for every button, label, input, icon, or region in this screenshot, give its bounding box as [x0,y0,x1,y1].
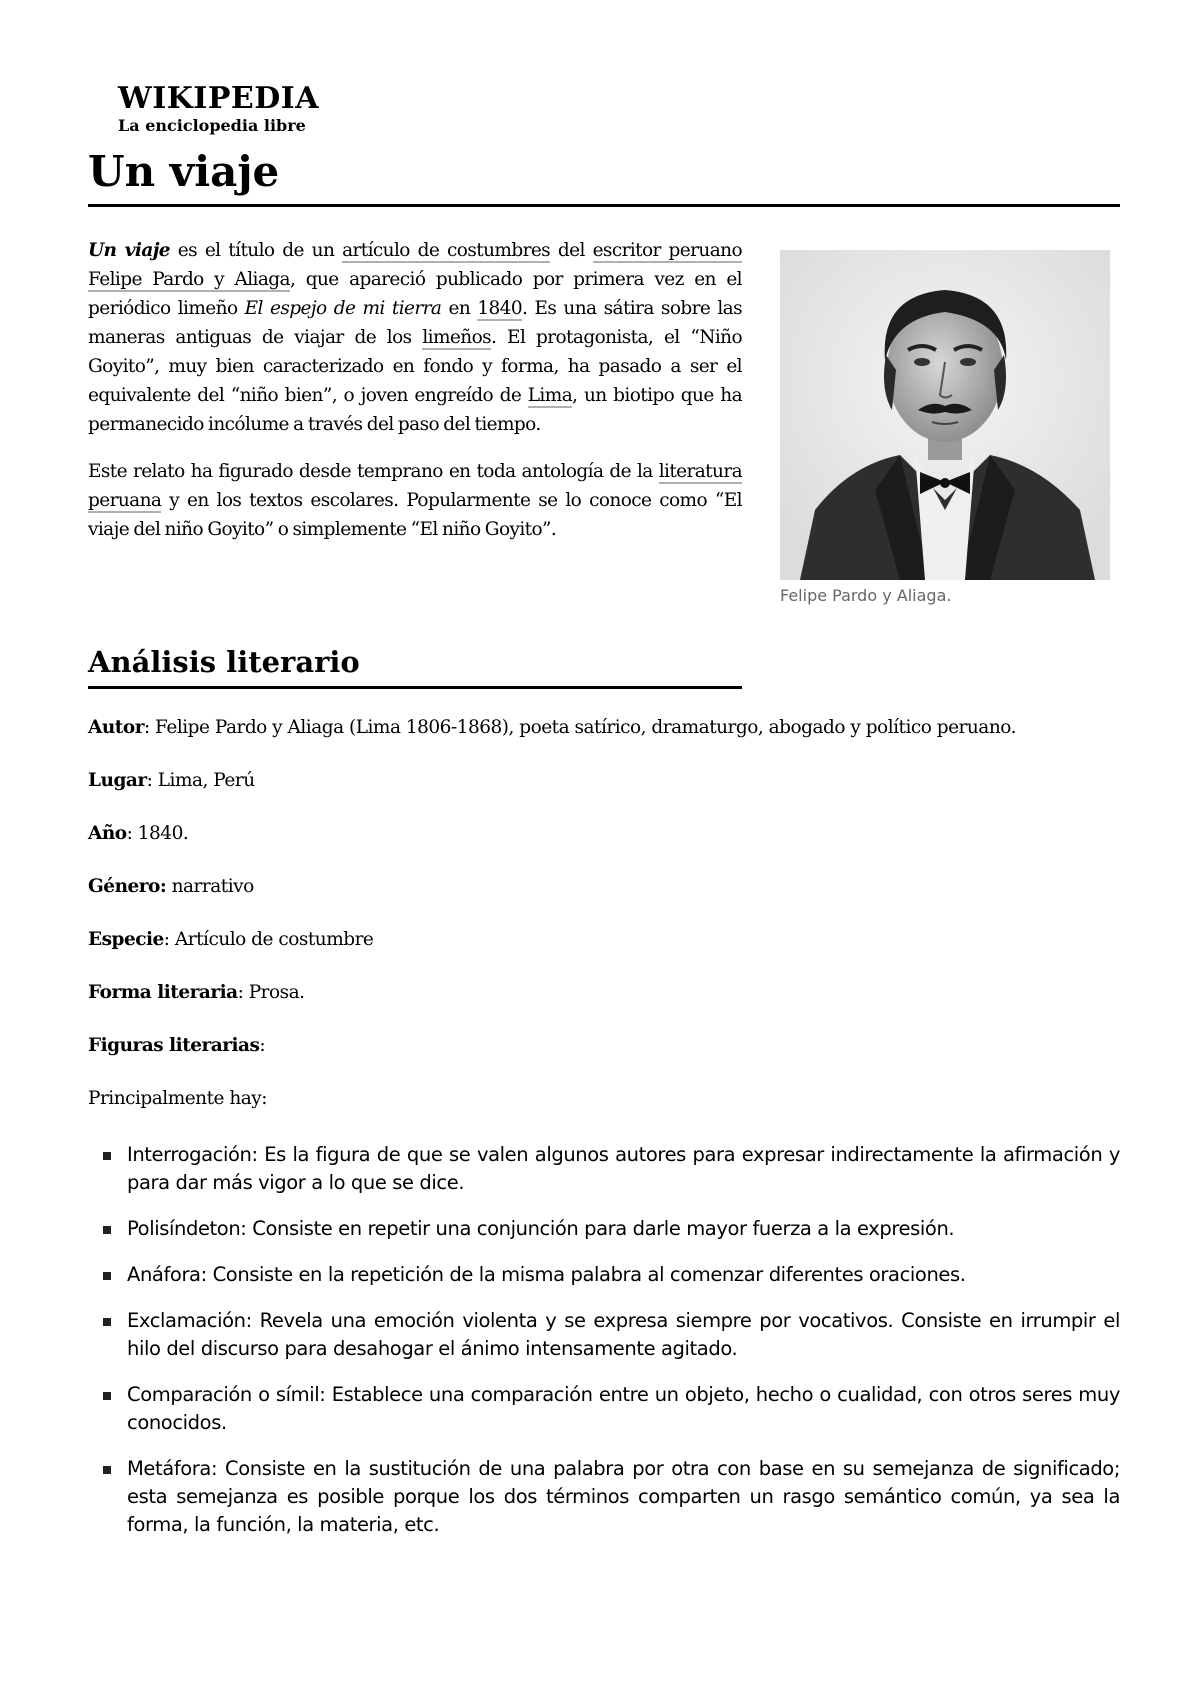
figures-list [100,1141,1120,1557]
bullet-icon [103,1466,111,1474]
body-text: , un biotipo que ha permanecido incólume a través del paso del tiempo. [88,385,742,435]
list-item [100,1141,1120,1197]
list-item-text: Polisíndeton: Consiste en repetir una conjunción para darle mayor fuerza a la expresión. [127,1217,955,1240]
body-text: en [441,298,478,319]
body-text: Este relato ha figurado desde temprano en toda antología de la [88,461,659,482]
field-label: Autor [88,717,144,738]
analysis-fields [88,714,1128,1138]
bullet-icon [103,1152,111,1160]
section-divider [88,686,742,689]
field-label: Figuras literarias [88,1035,260,1056]
field-label: Lugar [88,770,147,791]
logo-tagline: La enciclopedia libre [118,116,306,135]
article-link[interactable]: escritor peruano [592,240,742,261]
field-value: : Lima, Perú [146,770,255,791]
body-text: . El protagonista, el “Niño Goyito”, muy bien caracterizado en fondo y forma, ha pasado a ser el equivalente del “niño bien”, o joven engreído de [88,327,742,406]
field-label: Año [88,823,127,844]
bullet-icon [103,1226,111,1234]
title-divider [88,204,1120,207]
field-genero [88,873,1128,901]
article-link[interactable]: 1840 [477,298,522,319]
article-link[interactable]: artículo de costumbres [342,240,551,261]
portrait-image[interactable] [780,250,1110,580]
body-text: . Es una sátira sobre las maneras antiguas de viajar de los [88,298,743,348]
list-item-text: Exclamación: Revela una emoción violenta y se expresa siempre por vocativos. Consiste en irrumpir el hilo del discurso para desahogar el ánimo intensamente agitado. [127,1309,1120,1360]
field-figuras [88,1032,1128,1060]
list-item-text: Comparación o símil: Establece una comparación entre un objeto, hecho o cualidad, con otros seres muy conocidos. [127,1383,1120,1434]
portrait-caption: Felipe Pardo y Aliaga. [780,586,952,605]
page-title: Un viaje [88,147,280,196]
article-link[interactable]: limeños [422,327,491,348]
portrait-figure [780,250,1120,605]
field-value: : Artículo de costumbre [163,929,374,950]
italic-text: El espejo de mi tierra [244,298,442,319]
list-item [100,1307,1120,1363]
bullet-icon [103,1392,111,1400]
body-text: es el título de un [169,240,343,261]
field-anio [88,820,1128,848]
intro-paragraph-2 [88,457,742,544]
body-text: del [550,240,593,261]
field-especie [88,926,1128,954]
field-value: : [259,1035,266,1056]
list-item-text: Anáfora: Consiste en la repetición de la misma palabra al comenzar diferentes oraciones. [127,1263,966,1286]
field-label: Género: [88,876,167,897]
intro-section [88,236,742,562]
article-title-inline: Un viaje [88,240,170,261]
field-value: : Felipe Pardo y Aliaga (Lima 1806-1868), poeta satírico, dramaturgo, abogado y político peruano. [143,717,1016,738]
intro-paragraph-1 [88,236,742,439]
article-link[interactable]: Felipe Pardo y Aliaga [88,269,290,290]
field-value: : 1840. [126,823,189,844]
body-text: , que apareció publicado por primera vez en el periódico limeño [88,269,742,319]
field-lugar [88,767,1128,795]
list-item-text: Interrogación: Es la figura de que se valen algunos autores para expresar indirectamente la afirmación y para dar más vigor a lo que se dice. [127,1143,1120,1194]
body-text: y en los textos escolares. Popularmente se lo conoce como “El viaje del niño Goyito” o simplemente “El niño Goyito”. [88,490,742,540]
field-label: Especie [88,929,164,950]
list-item-text: Metáfora: Consiste en la sustitución de una palabra por otra con base en su semejanza de significado; esta semejanza es posible porque los dos términos comparten un rasgo semántico común, ya sea la forma, la función, la materia, etc. [127,1457,1120,1536]
field-forma [88,979,1128,1007]
section-heading-analisis: Análisis literario [88,645,360,679]
principal-text: Principalmente hay: [88,1088,267,1109]
field-value: narrativo [166,876,254,897]
field-label: Forma literaria [88,982,238,1003]
bullet-icon [103,1272,111,1280]
wikipedia-logo[interactable] [118,82,319,136]
article-link[interactable]: literatura peruana [88,461,742,511]
field-value: : Prosa. [237,982,305,1003]
field-autor [88,714,1128,742]
bullet-icon [103,1318,111,1326]
list-item [100,1455,1120,1539]
logo-wordmark: WIKIPEDIA [118,81,320,116]
list-item [100,1381,1120,1437]
list-item [100,1215,1120,1243]
article-link[interactable]: Lima [527,385,573,406]
list-item [100,1261,1120,1289]
